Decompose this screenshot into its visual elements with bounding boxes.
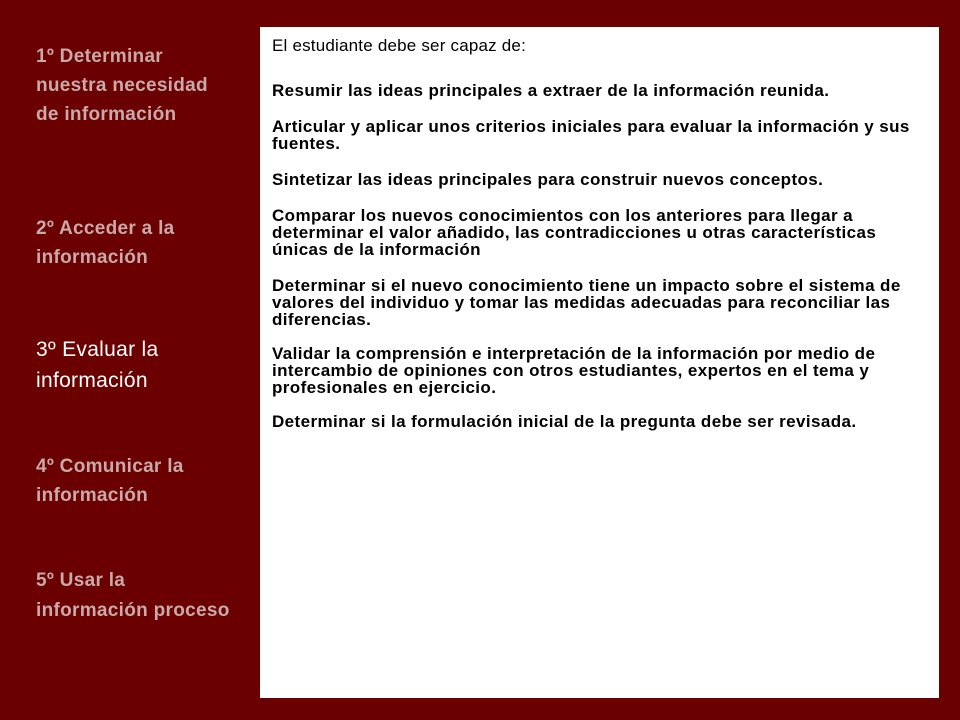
step-1-determine-need: 1º Determinar nuestra necesidad de información xyxy=(36,46,208,125)
criterion-item: Validar la comprensión e interpretación de la información por medio de intercambio de opiniones con otros estudiantes, expertos en el tema y profesionales en ejercicio. xyxy=(272,344,876,397)
criterion-item: Resumir las ideas principales a extraer de la información reunida. xyxy=(272,81,830,100)
step-4-communicate-information: 4º Comunicar la información xyxy=(36,456,184,506)
criterion-item: Articular y aplicar unos criterios iniciales para evaluar la información y sus fuentes. xyxy=(272,117,910,153)
content-panel xyxy=(260,27,939,698)
step-sidebar xyxy=(0,0,260,720)
criterion-item: Sintetizar las ideas principales para construir nuevos conceptos. xyxy=(272,170,824,189)
criterion-item: Determinar si la formulación inicial de la pregunta debe ser revisada. xyxy=(272,412,857,431)
panel-intro: El estudiante debe ser capaz de: xyxy=(272,36,527,55)
criterion-item: Determinar si el nuevo conocimiento tiene un impacto sobre el sistema de valores del individuo y tomar las medidas adecuadas para reconciliar las diferencias. xyxy=(272,276,901,329)
step-5-use-information: 5º Usar la información proceso xyxy=(36,570,230,621)
criterion-item: Comparar los nuevos conocimientos con los anteriores para llegar a determinar el valor añadido, las contradicciones u otras características únicas de la información xyxy=(272,206,877,259)
step-2-access-information: 2º Acceder a la información xyxy=(36,218,175,268)
step-3-evaluate-information: 3º Evaluar la información xyxy=(36,338,159,392)
